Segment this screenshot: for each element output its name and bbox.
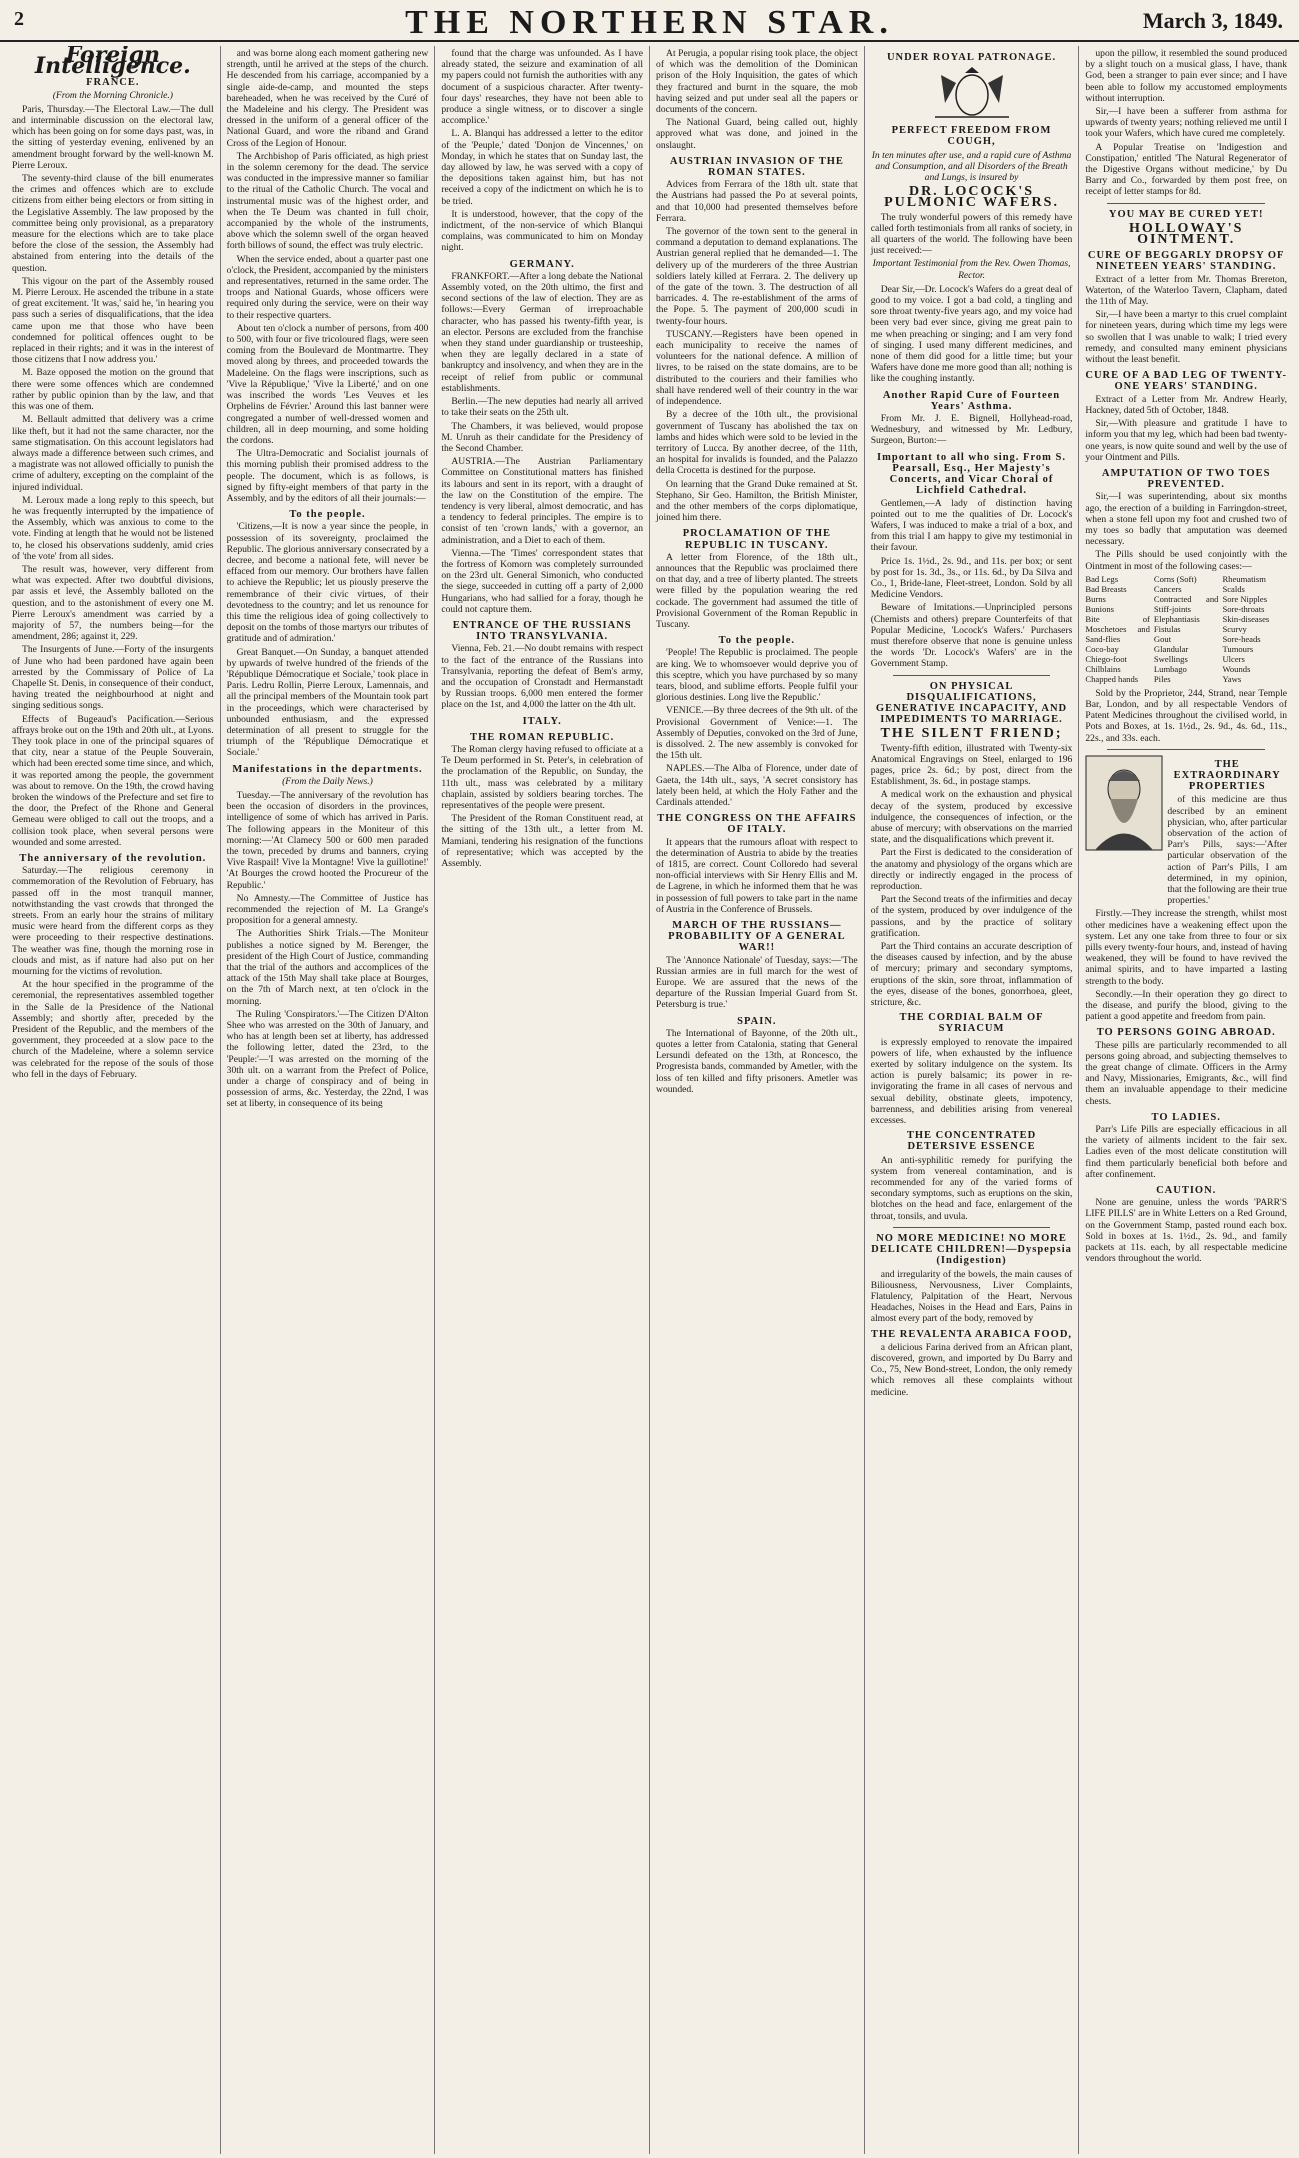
divider	[893, 1227, 1051, 1228]
page-number: 2	[14, 8, 24, 30]
ad-title: THE CONCENTRATED DETERSIVE ESSENCE	[906, 1130, 1037, 1153]
ad-para: From Mr. J. E. Bignell, Hollyhead-road, Wednesbury, and witnessed by Mr. Ledbury, Surgeon, Burton:—	[870, 413, 1073, 447]
subheading: THE ROMAN REPUBLIC.	[470, 731, 615, 743]
ailment-item: Chilblains	[1085, 663, 1121, 674]
ad-para: Part the Third contains an accurate description of the diseases caused by infection, and by the abuse of mercury; primary and secondary symptoms, eruptions of the skin, sore throat, inflammation of the eyes, disease of the bones, gonorrhoea, gleet, stricture, &c.	[870, 941, 1073, 1009]
article-para: Tuesday.—The anniversary of the revolution has been the occasion of disorders in the provinces, intelligence of some of which has arrived in Paris. The following appears in the Moniteur of this morning:—'At Clamecy 500 or 600 men paraded the town, preceded by drums and banners, crying Vive Raspail! Vive la Montagne! Vive la guillotine!' 'At Bourges the crowd hooted the Procureur of the Republic.'	[226, 790, 429, 891]
divider	[893, 675, 1051, 676]
article-para: The Authorities Shirk Trials.—The Moniteur publishes a notice signed by M. Berenger, the president of the High Court of Justice, commanding that the trial of the authors and accomplices of the attack of the 15th May shall take place at Bourges, on the 7th of March next, at ten o'clock in the morning.	[226, 928, 429, 1007]
ad-para: These pills are particularly recommended to all persons going abroad, and subjecting themselves to the great change of climate. Officers in the Army and Navy, Missionaries, Emigrants, &c., will find them an invaluable appendage to their medicine chests.	[1085, 1039, 1288, 1107]
ad-title: PERFECT FREEDOM FROM COUGH,	[891, 125, 1052, 148]
ailment-item: Gout	[1153, 633, 1172, 644]
ad-para: Part the Second treats of the infirmities and decay of the system, produced by over indulgence of the passions, and by the practice of solitary gratification.	[870, 894, 1073, 939]
article-para: A letter from Florence, of the 18th ult., announces that the Republic was proclaimed there on that day, and a tree of liberty planted. The streets were filled by the population wearing the red cockade. The government had assumed the title of Provisional Government of the Roman Republic in Tuscany.	[656, 551, 858, 630]
ad-para: The truly wonderful powers of this remedy have called forth testimonials from all ranks of society, in all quarters of the world. The following have been just received:—	[870, 211, 1073, 257]
ad-title: ON PHYSICAL DISQUALIFICATIONS, GENERATIVE INCAPACITY, AND IMPEDIMENTS TO MARRIAGE.	[875, 680, 1068, 726]
article-para: The Archbishop of Paris officiated, as high priest in the solemn ceremony for the dead. The service was conducted in the impressive manner so familiar to the ritual of the Catholic Church. The vocal and instrumental music was of the highest order, and when the Te Deum was chanted in full choir, accompanied by the whole of the instruments, above which the solemn swell of the organ heaved forth billows of sound, the effect was truly electric.	[226, 150, 429, 252]
ailment-item: Skin-diseases	[1222, 613, 1270, 624]
ailment-item: Piles	[1153, 673, 1171, 684]
article-para: AUSTRIA.—The Austrian Parliamentary Committee on Constitutional matters has finished its labours and sent in its report, with a draught of the law on the Constitution of the empire. The tendency is very liberal, almost democratic, and has a tendency to federal principles. The empire is to consist of ten 'crown lands,' with a governor, an administration, and a Diet to each of them.	[441, 456, 644, 546]
ad-subheading: CURE OF A BAD LEG OF TWENTY-ONE YEARS' STANDING.	[1085, 370, 1288, 393]
ailment-item: Chiego-foot	[1085, 653, 1127, 664]
ad-para: Beware of Imitations.—Unprincipled persons (Chemists and others) prepare Counterfeits of that Popular Medicine, 'Locock's Wafers.' Purchasers must therefore observe that none is genuine unless the words 'Dr. Locock's Wafers' are in the Government Stamp.	[870, 602, 1073, 670]
ad-para: None are genuine, unless the words 'PARR'S LIFE PILLS' are in White Letters on a Red Ground, on the Government Stamp, pasted round each box. Sold in boxes at 1s. 1½d., 2s. 9d., and family packets at 11s. each, by all respectable medicine vendors throughout the world.	[1085, 1197, 1288, 1265]
country-heading: FRANCE.	[86, 77, 140, 89]
article-para: The International of Bayonne, of the 20th ult., quotes a letter from Catalonia, stating that General Lersundi defeated on the 13th, at Roncesco, the Progresista bands, commanded by Ametler, with the loss of ten killed and fifty prisoners. Ametler was wounded.	[656, 1027, 858, 1095]
column-5	[865, 46, 1080, 2154]
ad-para: Sold by the Proprietor, 244, Strand, near Temple Bar, London, and by all respectable Vendors of Patent Medicines throughout the civilised world, in Pots and Boxes, at 1s. 1½d., 2s. 9d., 4s. 6d., 11s., 22s., and 33s. each.	[1085, 687, 1288, 744]
article-para: M. Baze opposed the motion on the ground that there were some offences which are condemned rather by public opinion than by the law, and that this was one of them.	[12, 367, 214, 413]
issue-date: March 3, 1849.	[1142, 8, 1283, 33]
article-para: Saturday.—The religious ceremony in commemoration of the Revolution of February, has passed off in the most tranquil manner, notwithstanding the vast crowds that thronged the streets. From an early hour the strains of military music were heard from the different corps as they were proceeding to their respective destinations. The weather was fine, though the morning rose in clouds and mist, as if nature had also put on her mourning for the victims of revolution.	[12, 865, 214, 978]
column-6	[1079, 46, 1293, 2154]
ad-subheading: Another Rapid Cure of Fourteen Years' Asthma.	[882, 389, 1061, 412]
newspaper-title: THE NORTHERN STAR.	[405, 4, 894, 41]
subheading: To the people.	[718, 635, 796, 647]
ad-para: An anti-syphilitic remedy for purifying the system from venereal contamination, and is recommended for any of the varied forms of secondary symptoms, such as eruptions on the skin, blotches on the head and face, enlargement of the throat, tonsils, and uvula.	[870, 1154, 1073, 1222]
ad-para: is expressly employed to renovate the impaired powers of life, when exhausted by the influence exerted by solitary indulgence on the system. Its action is purely balsamic; its power in re-invigorating the frame in all cases of nervous and sexual debility, obstinate gleets, impotency, barrenness, and debilities arising from venereal excesses.	[870, 1036, 1073, 1127]
article-para: NAPLES.—The Alba of Florence, under date of Gaeta, the 14th ult., says, 'A secret consistory has lately been held, at which the Holy Father and the Cardinals attended.'	[656, 763, 858, 808]
ailment-item: Bunions	[1085, 603, 1115, 614]
ad-product-name: THE SILENT FRIEND;	[880, 726, 1063, 742]
ad-para: Parr's Life Pills are especially efficacious in all the variety of ailments incident to the fair sex. Ladies even of the most delicate constitution will find them particularly beneficial both before and after confinement.	[1085, 1124, 1288, 1180]
ailments-list	[1085, 574, 1287, 684]
article-para: At the hour specified in the programme of the ceremonial, the representatives assembled together in the Salle de la Presidence of the National Assembly; and shortly after, preceded by the President of the Republic, and the members of the government, they proceeded at a slow pace to the church of the Madeleine, where a solemn service was celebrated for the repose of the souls of those who fell in the days of February.	[12, 979, 214, 1080]
ad-product-name: DR. LOCOCK'S PULMONIC WAFERS.	[884, 184, 1059, 211]
ad-subheading: CURE OF BEGGARLY DROPSY OF NINETEEN YEARS' STANDING.	[1087, 250, 1285, 273]
royal-arms-icon	[927, 65, 1017, 121]
subheading: ITALY.	[522, 715, 562, 727]
ad-para: and irregularity of the bowels, the main causes of Biliousness, Nervousness, Liver Complaints, Flatulency, Palpitation of the Heart, Nervous Headaches, Noises in the Head and Ears, Pains in almost every part of the body, removed by	[870, 1268, 1073, 1325]
column-4	[650, 46, 865, 2154]
ad-subtitle: In ten minutes after use, and a rapid cure of Asthma and Consumption, and all Disorders of the Breath and Lungs, is insured by	[871, 149, 1072, 184]
ad-para: Sir,—I was superintending, about six months ago, the erection of a building in Farringdon-street, when a stone fell upon my foot and crushed two of my toes so badly that amputation was deemed necessary.	[1085, 491, 1288, 548]
ailment-item: Burns	[1085, 593, 1106, 604]
ailment-item: Coco-bay	[1085, 643, 1119, 654]
patronage-line: UNDER ROYAL PATRONAGE.	[886, 52, 1057, 63]
article-para: Advices from Ferrara of the 18th ult. state that the Austrians had passed the Po at several points, and that 10,000 had presented themselves before Ferrara.	[656, 179, 858, 224]
article-para: By a decree of the 10th ult., the provisional government of Tuscany has abolished the tax on lambs and hides which were sold to be levied in the territory of Lucca. By another decree, of the 11th, an hospital for invalids is founded, and the Palazzo della Crocetta is destined for the purpose.	[656, 409, 858, 477]
section-heading: Foreign Intelligence.	[34, 46, 191, 80]
column-2	[221, 46, 436, 2154]
ad-para: Dear Sir,—Dr. Locock's Wafers do a great deal of good to my voice. I got a bad cold, a tingling and sore throat twenty-five years ago, and my voice had been very bad ever since, giving me great pain to me when preaching or singing; and I am very fond of singing. I used many different medicines, and none of them did good for a little time; but your Wafers have done me more good than all; nothing is like the coughing instantly.	[870, 283, 1073, 385]
subheading: The anniversary of the revolution.	[19, 853, 207, 865]
ad-subheading: Important to all who sing. From S. Pearsall, Esq., Her Majesty's Concerts, and Vicar Choral of Lichfield Cathedral.	[877, 451, 1067, 497]
subheading: PROCLAMATION OF THE REPUBLIC IN TUSCANY.	[682, 528, 831, 551]
subheading: THE CONGRESS ON THE AFFAIRS OF ITALY.	[657, 813, 857, 836]
ailment-item: Chapped hands	[1085, 673, 1139, 684]
ad-para: a delicious Farina derived from an African plant, discovered, grown, and imported by Du Barry and Co., 75, New Bond-street, London, the only remedy which removes all these complaints without medicine.	[870, 1341, 1073, 1398]
article-para: 'Citizens,—It is now a year since the people, in possession of its sovereignty, proclaimed the Republic. The glorious anniversary consecrated by a decree, and become a national fete, will never be effaced from our memory. Our brothers have fallen to achieve the Republic; let us piously preserve the remembrance of their civic virtues, of their devotedness to the country; and let us renounce for this time the religious idea of going collectively to deposit on the tombs of those martyrs our tributes of gratitude and of admiration.'	[226, 521, 429, 645]
ad-subheading: TO LADIES.	[1151, 1111, 1221, 1123]
article-para: found that the charge was unfounded. As I have already stated, the seizure and examination of all my papers could not furnish the authorities with any document of a suspicious character. After twenty-four days' researches, they have not been able to produce a single witness, or to discover a single accomplice.'	[441, 48, 644, 127]
article-para: The governor of the town sent to the general in command a deputation to demand explanations. The Austrian general replied that he demanded—1. The delivery up of the murderers of the three Austrian soldiers lately killed at Ferrara. 2. The delivery up of the gate of the town. 3. The destruction of all barricades. 4. The re-establishment of the arms of the Pope. 5. The payment of 200,000 scudi in twenty-four hours.	[656, 226, 858, 327]
ad-para: Extract of a Letter from Mr. Andrew Hearly, Hackney, dated 5th of October, 1848.	[1085, 393, 1288, 416]
article-para: The Ultra-Democratic and Socialist journals of this morning publish their promised address to the people. The document, which is as follows, is signed by fifty-eight members of that party in the Assembly, and by the editors of all their journals:—	[226, 448, 429, 504]
article-para: and was borne along each moment gathering new strength, until he arrived at the steps of the church. He descended from his carriage, accompanied by a single aide-de-camp, and mounted the steps bareheaded, when he was received by the Curé of the Madeleine and his clergy. The President was dressed in the uniform of a general officer of the National Guard, and wore the riband and Grand Cross of the Legion of Honour.	[226, 48, 429, 149]
article-para: The result was, however, very different from what was expected. After two doubtful divisions, par assis et levé, the Assembly balloted on the question, and to the astonishment of every one M. Pierre Leroux's amendment was carried by a majority of 57, the numbers being—for the amendment, 286; against it, 229.	[12, 563, 214, 643]
ailment-item: Lumbago	[1153, 663, 1187, 674]
ad-title: NO MORE MEDICINE! NO MORE DELICATE CHILDREN!—Dyspepsia (Indigestion)	[871, 1232, 1072, 1267]
article-para: At Perugia, a popular rising took place, the object of which was the demolition of the Dominican prison of the Holy Inquisition, the gates of which they fractured and burnt in the square, the mob having seized and put under seal all the papers or documents of the concern.	[656, 48, 858, 116]
ailment-item: Corns (Soft)	[1153, 573, 1197, 584]
article-para: FRANKFORT.—After a long debate the National Assembly voted, on the 20th ultimo, the first and second sections of the law of election. They are as follows:—Every German of irreproachable character, who has passed his twenty-fifth year, is an elector. Persons are excluded from the franchise when they stand under guardianship or trusteeship, when they are legally declared in a state of bankruptcy and insolvency, and when they are in the receipt of relief from public or communal establishments.	[441, 270, 644, 394]
ad-subheading: CAUTION.	[1156, 1185, 1217, 1197]
article-para: This vigour on the part of the Assembly roused M. Pierre Leroux. He ascended the tribune in a state of great excitement. 'It was,' said he, 'in hearing you pass such a series of disqualifications, that the idea came upon me that those who have been condemned for political offences ought to be replaced in their rights; and it was in the interest of those citizens that I now address you.'	[12, 275, 214, 366]
ailment-item: Wounds	[1222, 663, 1251, 674]
column-3	[435, 46, 650, 2154]
ad-subheading: Important Testimonial from the Rev. Owen Thomas, Rector.	[872, 258, 1071, 281]
article-para: Paris, Thursday.—The Electoral Law.—The dull and interminable discussion on the electoral law, which has been going on for some days past, was, in the sitting of yesterday evening, enlivened by an amendment brought forward by the well-known M. Pierre Leroux.	[12, 103, 214, 171]
ad-para: The Pills should be used conjointly with the Ointment in most of the following cases:—	[1085, 549, 1288, 572]
ad-para: A medical work on the exhaustion and physical decay of the system, produced by excessive indulgence, the consequences of infection, or the abuse of mercury; with observations on the married state, and the disqualifications which prevent it.	[870, 789, 1073, 846]
ailment-item: Bad Legs	[1085, 573, 1119, 584]
ad-banner: YOU MAY BE CURED YET!	[1108, 208, 1264, 220]
ad-para: Sir,—I have been a sufferer from asthma for upwards of twenty years; nothing relieved me until I took your Wafers, which have cured me completely.	[1085, 106, 1288, 140]
columns	[6, 46, 1293, 2154]
article-para: Vienna.—The 'Times' correspondent states that the fortress of Komorn was completely surrounded on the 23rd ult. General Simonich, who conducted the siege, succeeded in cutting off a party of 2,000 Hungarians, who had sallied for a foray, though he could not capture them.	[441, 547, 644, 615]
article-para: M. Bellault admitted that delivery was a crime like theft, but it had not the same character, nor the same stigmatisation. On this account legislators had always made a difference between such crimes, and a magistrate was not allowed officially to punish the crime of adultery, excepting on the complaint of the injured individual.	[12, 414, 214, 493]
subheading: SPAIN.	[737, 1015, 777, 1027]
ailment-item: Bad Breasts	[1085, 583, 1127, 594]
column-1	[6, 46, 221, 2154]
article-para: Vienna, Feb. 21.—No doubt remains with respect to the fact of the entrance of the Russians into Transylvania, reporting the defeat of Bem's army, and the occupation of Cronstadt and Hermanstadt by Russian troops. 6,000 men entered the former place on the 1st, and 4,000 the latter on the 4th ult.	[441, 643, 644, 711]
ailment-item: Rheumatism	[1222, 573, 1266, 584]
subheading: To the people.	[289, 509, 366, 521]
subheading: MARCH OF THE RUSSIANS—PROBABILITY OF A GENERAL WAR!!	[668, 920, 846, 954]
ad-subheading: TO PERSONS GOING ABROAD.	[1096, 1027, 1276, 1039]
subheading: Manifestations in the departments.	[232, 763, 423, 775]
ad-para: Price 1s. 1½d., 2s. 9d., and 11s. per box; or sent by post for 1s. 3d., 3s., or 11s. 6d., by Da Silva and Co., 1, Bride-lane, Fleet-street, London. Sold by all Medicine Vendors.	[870, 555, 1073, 601]
ailment-item: Sore-throats	[1222, 603, 1265, 614]
ad-para: Gentlemen,—A lady of distinction having pointed out to me the qualities of Dr. Locock's Wafers, I was induced to make a trial of a box, and from this trial I am happy to give my testimonial in their favour.	[870, 497, 1073, 554]
ailment-item: Bite of Moschetoes and Sand-flies	[1085, 613, 1150, 644]
masthead	[0, 0, 1299, 42]
ailment-item: Glandular Swellings	[1153, 643, 1189, 664]
ad-para: Twenty-fifth edition, illustrated with Twenty-six Anatomical Engravings on Steel, enlarged to 196 pages, price 2s. 6d.; by post, direct from the Establishment, 3s. 6d., in postage stamps.	[870, 742, 1073, 788]
ad-product-name: THE REVALENTA ARABICA FOOD,	[870, 1328, 1073, 1340]
ad-title: THE CORDIAL BALM OF SYRIACUM	[899, 1012, 1044, 1035]
subheading: AUSTRIAN INVASION OF THE ROMAN STATES.	[669, 155, 844, 179]
ad-para: Secondly.—In their operation they go direct to the disease, and purify the blood, giving to the patient a good appetite and freedom from pain.	[1085, 988, 1288, 1023]
article-para: The Roman clergy having refused to officiate at a Te Deum performed in St. Peter's, in celebration of the proclamation of the Republic, on Sunday, the 11th ult., mass was celebrated by a military chaplain, assisted by soldiers bearing torches. The representatives of the people were present.	[441, 743, 644, 811]
subheading: ENTRANCE OF THE RUSSIANS INTO TRANSYLVANIA.	[452, 619, 632, 643]
ad-title: THE EXTRAORDINARY PROPERTIES	[1173, 758, 1281, 793]
article-para: The Insurgents of June.—Forty of the insurgents of June who had been pardoned have again been arrested by the Commissary of Police of La Chapelle St. Denis, in consequence of their conduct, having treated the neighbourhood at night and singing seditious songs.	[12, 644, 214, 712]
article-para: Berlin.—The new deputies had nearly all arrived to take their seats on the 25th ult.	[441, 396, 644, 419]
ailment-item: Elephantiasis	[1153, 613, 1200, 624]
ailment-item: Ulcers	[1222, 653, 1245, 664]
ad-para: Part the First is dedicated to the consideration of the anatomy and physiology of the organs which are directly or indirectly engaged in the process of reproduction.	[870, 847, 1073, 892]
ad-para: Extract of a letter from Mr. Thomas Brereton, Waterton, of the Waterloo Tavern, Clapham, dated the 11th of May.	[1085, 273, 1288, 308]
source-line: (From the Daily News.)	[282, 775, 373, 787]
divider	[1107, 749, 1265, 750]
ailment-item: Scurvy	[1222, 623, 1247, 634]
article-para: The Ruling 'Conspirators.'—The Citizen D'Alton Shee who was arrested on the 30th of January, and who has at length been set at liberty, has addressed the following letter, dated the 23rd, to the 'Peuple:'—'I was arrested on the morning of the 30th ult. on a warrant from the Prefect of Police, under a charge of conspiracy and of being in possession of arms, &c. Yesterday, the 22nd, I was set at liberty, in consequence of its being	[226, 1008, 429, 1110]
ailment-item: Contracted and Stiff-joints	[1153, 593, 1219, 614]
ad-subheading: AMPUTATION OF TWO TOES PREVENTED.	[1101, 467, 1271, 491]
ailment-item: Sore Nipples	[1222, 593, 1268, 604]
ailment-item: Tumours	[1222, 643, 1254, 654]
article-para: Great Banquet.—On Sunday, a banquet attended by upwards of twelve hundred of the friends of the 'République Démocratique et Sociale,' took place in Paris. Ledru Rollin, Pierre Leroux, Lamennais, and all the principal members of the Mountain took part in the proceedings, which were characterised by unbounded enthusiasm, and the expressed determination of all present to struggle for the triumph of the 'République Démocratique et Sociale.'	[226, 646, 429, 759]
article-para: On learning that the Grand Duke remained at St. Stephano, Sir Geo. Hamilton, the British Minister, and the other members of the corps diplomatique, joined him there.	[656, 478, 858, 524]
article-para: M. Leroux made a long reply to this speech, but he was frequently interrupted by the impatience of the Assembly, which was anxious to come to the vote. Finding at length that he would not be listened to, he closed his observations suddenly, amid cries of 'the vote' from all sides.	[12, 494, 214, 562]
article-para: The President of the Roman Constituent read, at the sitting of the 13th ult., a letter from M. Mamiani, tendering his resignation of the functions of representative; which was accepted by the Assembly.	[441, 813, 644, 870]
article-para: About ten o'clock a number of persons, from 400 to 500, with four or five tricoloured flags, were seen coming from the Boulevard de Montmartre. They moved along by threes, and proceeded towards the Madeleine. On the flags were inscriptions, such as 'Vive la République,' 'Vive la Liberté,' and on one was inscribed the words 'Les Veuves et les Orphelins de Février.' Around this last banner were congregated a number of well-dressed women and children, all in deep mourning, and some holding the cordons.	[226, 322, 429, 446]
ailment-item: Scalds	[1222, 583, 1245, 594]
article-para: VENICE.—By three decrees of the 9th ult. of the Provisional Government of Venice:—1. The Assembly of Deputies, convoked on the 3rd of June, is dissolved. 2. The new assembly is convoked for the 15th ult.	[656, 705, 858, 762]
article-para: The Chambers, it was believed, would propose M. Unruh as their candidate for the Presidency of the Second Chamber.	[441, 420, 644, 454]
old-parr-portrait-icon	[1085, 755, 1163, 851]
article-para: It is understood, however, that the copy of the indictment, of the non-service of which Blanqui complains, was communicated to him on Monday night.	[441, 208, 644, 254]
divider	[1107, 203, 1265, 204]
parr-ad-header	[1085, 755, 1287, 909]
article-para: When the service ended, about a quarter past one o'clock, the President, accompanied by the ministers and representatives, returned in the same order. The troops and National Guards, whose officers were required only during the service, were on their way to their respective quarters.	[226, 253, 429, 321]
subheading: GERMANY.	[509, 258, 575, 270]
source-line: (From the Morning Chronicle.)	[52, 89, 173, 101]
article-para: It appears that the rumours afloat with respect to the determination of Austria to abide by the treaties of 1815, are correct. Count Colloredo had several non-official interviews with Sir Henry Ellis and M. de Lagrene, in which he informed them that he was in possession of full powers to take part in the name of Austria in the Conference of Brussels.	[656, 836, 858, 915]
ad-para: upon the pillow, it resembled the sound produced by a slight touch on a musical glass, I have, thank God, been a stranger to pain ever since; and I have been able to follow my accustomed employments without interruption.	[1085, 48, 1288, 104]
ailment-item: Cancers	[1153, 583, 1182, 594]
ad-para: Firstly.—They increase the strength, whilst most other medicines have a weakening effect upon the system. Let any one take from three to four or six pills every twenty-four hours, and, instead of having weakened, they will be found to have revived the animal spirits, and to have imparted a lasting strength to the body.	[1085, 908, 1288, 987]
article-para: The 'Annonce Nationale' of Tuesday, says:—'The Russian armies are in full march for the west of Europe. We are assured that the news of the departure of the Russian Imperial Guard from St. Petersburg is true.'	[656, 954, 858, 1011]
ad-para: A Popular Treatise on 'Indigestion and Constipation,' entitled 'The Natural Regenerator of the Digestive Organs without medicine,' by Du Barry and Co., forwarded by them post free, on receipt of letter stamps for 8d.	[1085, 141, 1288, 198]
ailment-item: Sore-heads	[1222, 633, 1261, 644]
ailment-item: Fistulas	[1153, 623, 1181, 634]
ad-product-name: HOLLOWAY'S OINTMENT.	[1128, 220, 1244, 248]
ad-para: Sir,—I have been a martyr to this cruel complaint for nineteen years, during which time my legs were so swollen that I was unable to walk; I tried every remedy, and consulted many eminent physicians without the least benefit.	[1085, 309, 1288, 366]
article-para: L. A. Blanqui has addressed a letter to the editor of the 'Peuple,' dated 'Donjon de Vincennes,' on Monday, in which he states that on Sunday last, the day allowed by law, he was served with a copy of the depositions taken against him, but has not received a copy of the indictment on which he is to be tried.	[441, 128, 644, 207]
article-para: TUSCANY.—Registers have been opened in each municipality to receive the names of volunteers for the national defence. A million of livres, to be raised on the state domains, are to be distributed to the couriers and their families who shall have rendered well of their country in the war of independence.	[656, 328, 858, 408]
article-para: The National Guard, being called out, highly approved what was done, and joined in the onslaught.	[656, 117, 858, 151]
article-para: 'People! The Republic is proclaimed. The people are king. We to whomsoever would deprive you of this sceptre, which you have purchased by so many tears, blood, and sublime efforts. People fulfil your glorious destinies. Long live the Republic.'	[656, 647, 858, 704]
ad-para: Sir,—With pleasure and gratitude I have to inform you that my leg, which had been bad twenty-one years, is now quite sound and well by the use of your Ointment and Pills.	[1085, 418, 1288, 463]
article-para: No Amnesty.—The Committee of Justice has recommended the rejection of M. La Grange's proposition for a general amnesty.	[226, 892, 429, 927]
ad-para: of this medicine are thus described by an eminent physician, who, after particular observation of the action of Parr's Pills, says:—'After particular observation of the action of Parr's Pills, I am determined, in my opinion, that the following are their true properties.'	[1167, 794, 1288, 907]
article-para: The seventy-third clause of the bill enumerates the crimes and offences which are to exclude citizens from either being electors or from sitting in the Legislative Assembly. The law proposed by the committee being only provisional, as a preparatory measure for the elections which are to take place before the close of the session, the Assembly had abstained from entering into the details of the question.	[12, 173, 214, 274]
article-para: Effects of Bugeaud's Pacification.—Serious affrays broke out on the 19th and 20th ult., at Lyons. They took place in one of the principal squares of that city, near a statue of the Peuple Souverain, which had been erected some time since, and which, it was reported among the people, the government was about to remove. On the 19th, the crowd having broken the windows of the Prefecture and set fire to the door, the Prefect of the Rhone and General Gemeau were obliged to call out the troops, and a collision took place, when several persons were wounded and some arrested.	[12, 713, 214, 848]
ailment-item: Yaws	[1222, 673, 1242, 684]
